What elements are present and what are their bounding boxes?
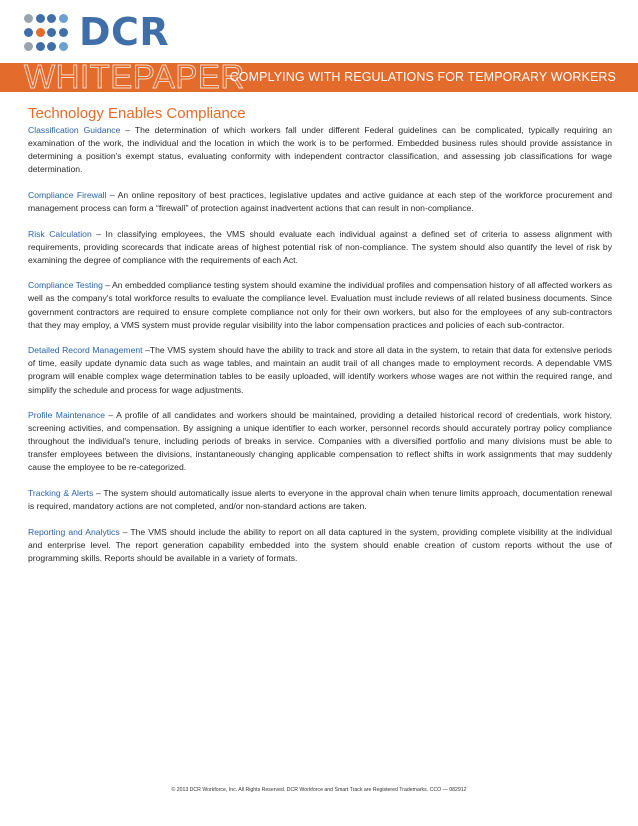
logo-dot (59, 42, 68, 51)
paragraph-text: – The determination of which workers fall under different Federal guidelines can be complicated, typically requiring an examination of the work, the individual and the location in which the work is to be performed. Embedded business rules should provide assistance in determining a position's exempt status, evaluating conformity with independent contractor classification, and assessing job classifications for wage determination. (28, 125, 612, 175)
paragraph-text: –The VMS system should have the ability to track and store all data in the system, to retain that data for extensive periods of time, easily update dynamic data such as wage tables, and maintain an audit trail of all changes made to employment records. A dependable VMS program will enable complex wage determination tables to be easily uploaded, will identify workers whose wages are not within the required range, and simplify the schedule and process for wage adjustments. (28, 345, 613, 395)
paragraph-reporting (28, 526, 612, 565)
body-text (28, 124, 612, 578)
term-label: Risk Calculation (28, 228, 92, 239)
footer-copyright: © 2013 DCR Workforce, Inc. All Rights Reserved. DCR Workforce and Smart Track are Registered Trademarks. CCO — 082912 (171, 787, 467, 793)
term-label: Detailed Record Management (28, 345, 143, 356)
paragraph-testing (28, 279, 612, 331)
whitepaper-banner (0, 63, 638, 92)
banner-subtitle: COMPLYING WITH REGULATIONS FOR TEMPORARY WORKERS (229, 70, 616, 84)
paragraph-text: – An online repository of best practices, legislative updates and active guidance at each step of the workforce procurement and management process can form a “firewall” of protection against inadvertent actions that can result in non-compliance. (28, 189, 612, 213)
logo-dot (36, 14, 45, 23)
logo-dot (36, 28, 45, 37)
term-label: Tracking & Alerts (28, 488, 94, 499)
logo-dot (59, 14, 68, 23)
paragraph-text: – In classifying employees, the VMS should evaluate each individual against a defined set of criteria to assess alignment with requirements, providing scorecards that indicate areas of highest potential risk of non-compliance. The system should also quantify the level of risk by examining the degree of compliance with the requirements of each Act. (28, 228, 612, 265)
logo-dot (24, 28, 33, 37)
paragraph-classification (28, 124, 612, 176)
paragraph-records (28, 344, 612, 396)
term-label: Reporting and Analytics (28, 526, 120, 537)
section-title: Technology Enables Compliance (28, 105, 246, 122)
banner-word: WHITEPAPER (24, 63, 245, 92)
term-label: Compliance Firewall (28, 189, 107, 200)
term-label: Profile Maintenance (28, 410, 105, 421)
logo-dot (47, 42, 56, 51)
paragraph-risk (28, 228, 612, 267)
paragraph-text: – The system should automatically issue alerts to everyone in the approval chain when tenure limits approach, documentation renewal is required, mandatory actions are not completed, and/or non-standard actions are taken. (28, 488, 612, 512)
paragraph-text: – The VMS should include the ability to report on all data captured in the system, providing complete visibility at the individual and enterprise level. The report generation capability embedded into the system should enable creation of custom reports without the use of programming skills. Reports should be available in a variety of formats. (28, 526, 612, 563)
logo-dot (24, 42, 33, 51)
logo-dot (47, 28, 56, 37)
logo-dot (24, 14, 33, 23)
logo-dot (36, 42, 45, 51)
paragraph-text: – A profile of all candidates and workers should be maintained, providing a detailed historical record of credentials, work history, screening activities, and compensation. By assigning a unique identifier to each worker, personnel records should accurately portray policy compliance throughout the individual's tenure, including periods of breaks in service. Companies with a diversified portfolio and many divisions must be able to transfer employees between the divisions, instantaneously changing applicable compensation to reflect shifts in work assignments that may suddenly cause the employee to be re-categorized. (28, 410, 612, 473)
paragraph-firewall (28, 189, 612, 215)
logo-dot (59, 28, 68, 37)
paragraph-profile (28, 409, 612, 474)
logo-text: DCR (79, 10, 170, 54)
term-label: Compliance Testing (28, 280, 103, 291)
paragraph-alerts (28, 487, 612, 513)
paragraph-text: – An embedded compliance testing system should examine the individual profiles and compensation history of all affected workers as well as the company's total workforce results to evaluate the compliance level. Evaluation must include reviews of all related business documents. Since government contractors are required to ensure complete compliance not only for their own workers, but also for the employees of any sub-contractors that they may employ, a VMS system must provide regular visibility into the labor compensation practices and policies of each sub-contractor. (28, 280, 612, 330)
term-label: Classification Guidance (28, 125, 121, 135)
logo-dots-icon (24, 14, 68, 56)
logo-dot (47, 14, 56, 23)
